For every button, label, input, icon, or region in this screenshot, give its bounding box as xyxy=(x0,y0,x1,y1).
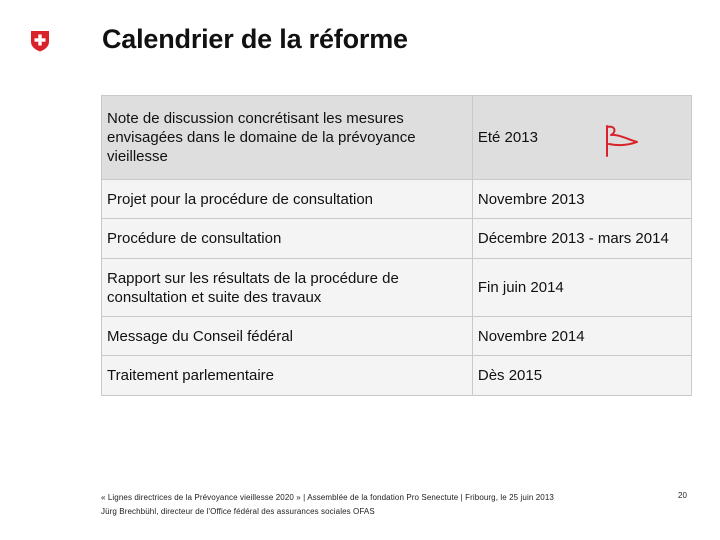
table-cell-date xyxy=(472,96,691,180)
date-label: Eté 2013 xyxy=(477,129,538,146)
table-cell-date: Fin juin 2014 xyxy=(472,259,691,317)
table-cell-date: Novembre 2014 xyxy=(472,317,691,356)
footer xyxy=(101,491,661,519)
table-cell-item: Projet pour la procédure de consultation xyxy=(102,180,473,219)
table-row xyxy=(102,219,692,259)
page-number: 20 xyxy=(678,491,687,500)
page-title: Calendrier de la réforme xyxy=(102,24,408,54)
table-cell-item: Rapport sur les résultats de la procédure de consultation et suite des travaux xyxy=(102,259,473,317)
table-row xyxy=(102,317,692,356)
red-flag-icon xyxy=(601,118,643,160)
table-cell-item: Traitement parlementaire xyxy=(102,356,473,396)
table-cell-date: Dès 2015 xyxy=(472,356,691,396)
table-cell-item: Message du Conseil fédéral xyxy=(102,317,473,356)
footer-line-event: « Lignes directrices de la Prévoyance vieillesse 2020 » | Assemblée de la fondation Pro Senectute | Fribourg, le 25 juin 2013 xyxy=(101,493,554,502)
table-cell-date: Décembre 2013 - mars 2014 xyxy=(472,219,691,259)
swiss-cross-icon xyxy=(30,30,50,52)
footer-line-author: Jürg Brechbühl, directeur de l'Office fédéral des assurances sociales OFAS xyxy=(101,507,375,516)
table-row xyxy=(102,180,692,219)
table-cell-item: Procédure de consultation xyxy=(102,219,473,259)
table-row xyxy=(102,96,692,180)
table-cell-item: Note de discussion concrétisant les mesures envisagées dans le domaine de la prévoyance vieillesse xyxy=(102,96,473,180)
table-row xyxy=(102,259,692,317)
table-row xyxy=(102,356,692,396)
reform-schedule-table xyxy=(101,95,692,396)
table-cell-date: Novembre 2013 xyxy=(472,180,691,219)
